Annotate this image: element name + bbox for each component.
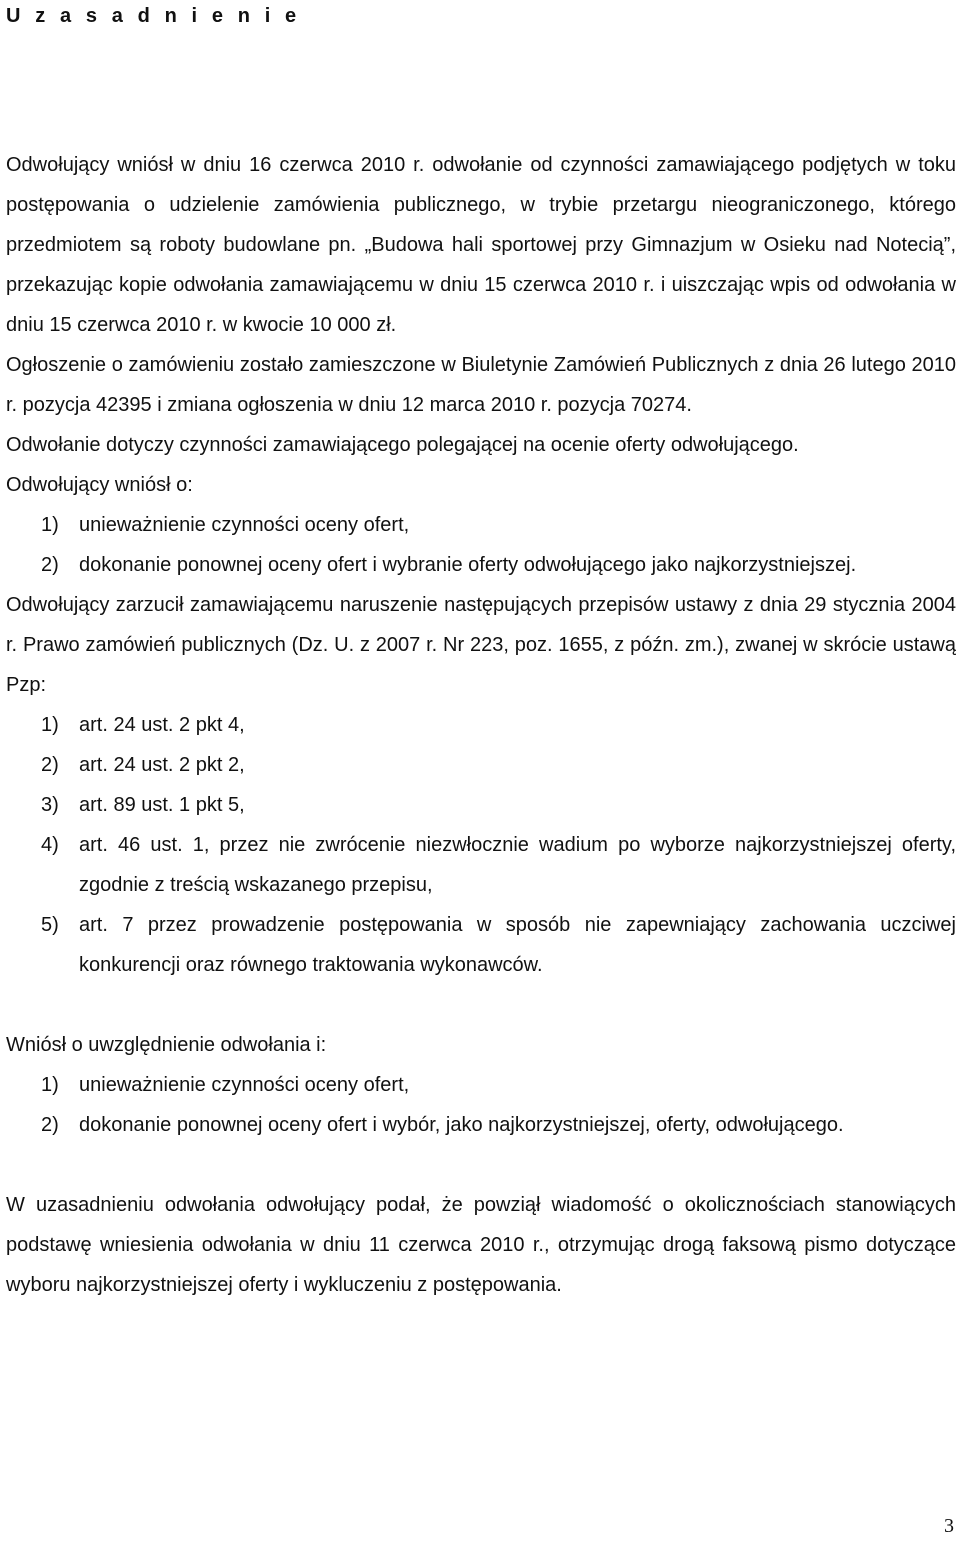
requests-list [6,505,956,585]
appeal-summary-section [6,145,956,985]
appeal-filing-paragraph: Odwołujący wniósł w dniu 16 czerwca 2010 r. odwołanie od czynności zamawiającego podjętych w toku postępowania o udzielenie zamówienia publicznego, w trybie przetargu nieograniczonego, którego przedmiotem są roboty budowlane pn. „Budowa hali sportowej przy Gimnazjum w Osieku nad Notecią”, przekazując kopie odwołania zamawiającemu w dniu 15 czerwca 2010 r. i uiszczając wpis od odwołania w dniu 15 czerwca 2010 r. w kwocie 10 000 zł. [6,154,956,336]
violations-intro: Odwołujący zarzucił zamawiającemu naruszenie następujących przepisów ustawy z dnia 29 stycznia 2004 r. Prawo zamówień publicznych (Dz. U. z 2007 r. Nr 223, poz. 1655, z późn. zm.), zwanej w skrócie ustawą Pzp: [6,594,956,696]
list-item-number: 1) [41,1074,59,1096]
requests-intro: Odwołujący wniósł o: [6,474,193,496]
justification-section [6,1185,956,1305]
list-item-number: 1) [41,714,59,736]
list-item-text: unieważnienie czynności oceny ofert, [79,514,410,536]
relief-list [6,1065,956,1145]
appeal-subject-paragraph: Odwołanie dotyczy czynności zamawiającego polegającej na ocenie oferty odwołującego. [6,434,799,456]
document-page [6,0,956,1305]
page-number: 3 [944,1515,954,1537]
list-item [6,905,956,985]
list-item-number: 4) [41,834,59,856]
list-item [6,785,956,825]
list-item-number: 5) [41,914,59,936]
list-item-number: 3) [41,794,59,816]
list-item-text: art. 24 ust. 2 pkt 4, [79,714,245,736]
list-item [6,1105,956,1145]
list-item [6,825,956,905]
list-item [6,545,956,585]
violations-list [6,705,956,985]
list-item-number: 2) [41,554,59,576]
relief-intro: Wniósł o uwzględnienie odwołania i: [6,1034,327,1056]
list-item-text: art. 46 ust. 1, przez nie zwrócenie niezwłocznie wadium po wyborze najkorzystniejszej oferty, zgodnie z treścią wskazanego przepisu, [79,834,956,896]
list-item-number: 2) [41,1114,59,1136]
list-item [6,705,956,745]
list-item-text: art. 7 przez prowadzenie postępowania w sposób nie zapewniający zachowania uczciwej konkurencji oraz równego traktowania wykonawców. [79,914,956,976]
justification-paragraph: W uzasadnieniu odwołania odwołujący podał, że powziął wiadomość o okolicznościach stanowiących podstawę wniesienia odwołania w dniu 11 czerwca 2010 r., otrzymując drogą faksową pismo dotyczące wyboru najkorzystniejszej oferty i wykluczeniu z postępowania. [6,1194,956,1296]
list-item-text: art. 89 ust. 1 pkt 5, [79,794,245,816]
list-item-number: 1) [41,514,59,536]
list-item-text: dokonanie ponownej oceny ofert i wybór, jako najkorzystniejszej, oferty, odwołującego. [79,1114,844,1136]
list-item-text: dokonanie ponownej oceny ofert i wybranie oferty odwołującego jako najkorzystniejszej. [79,554,857,576]
list-item-number: 2) [41,754,59,776]
list-item [6,1065,956,1105]
document-heading: U z a s a d n i e n i e [6,5,301,27]
list-item-text: unieważnienie czynności oceny ofert, [79,1074,410,1096]
notice-publication-paragraph: Ogłoszenie o zamówieniu zostało zamieszczone w Biuletynie Zamówień Publicznych z dnia 26 lutego 2010 r. pozycja 42395 i zmiana ogłoszenia w dniu 12 marca 2010 r. pozycja 70274. [6,354,956,416]
list-item [6,505,956,545]
list-item-text: art. 24 ust. 2 pkt 2, [79,754,245,776]
relief-sought-section [6,1025,956,1145]
list-item [6,745,956,785]
